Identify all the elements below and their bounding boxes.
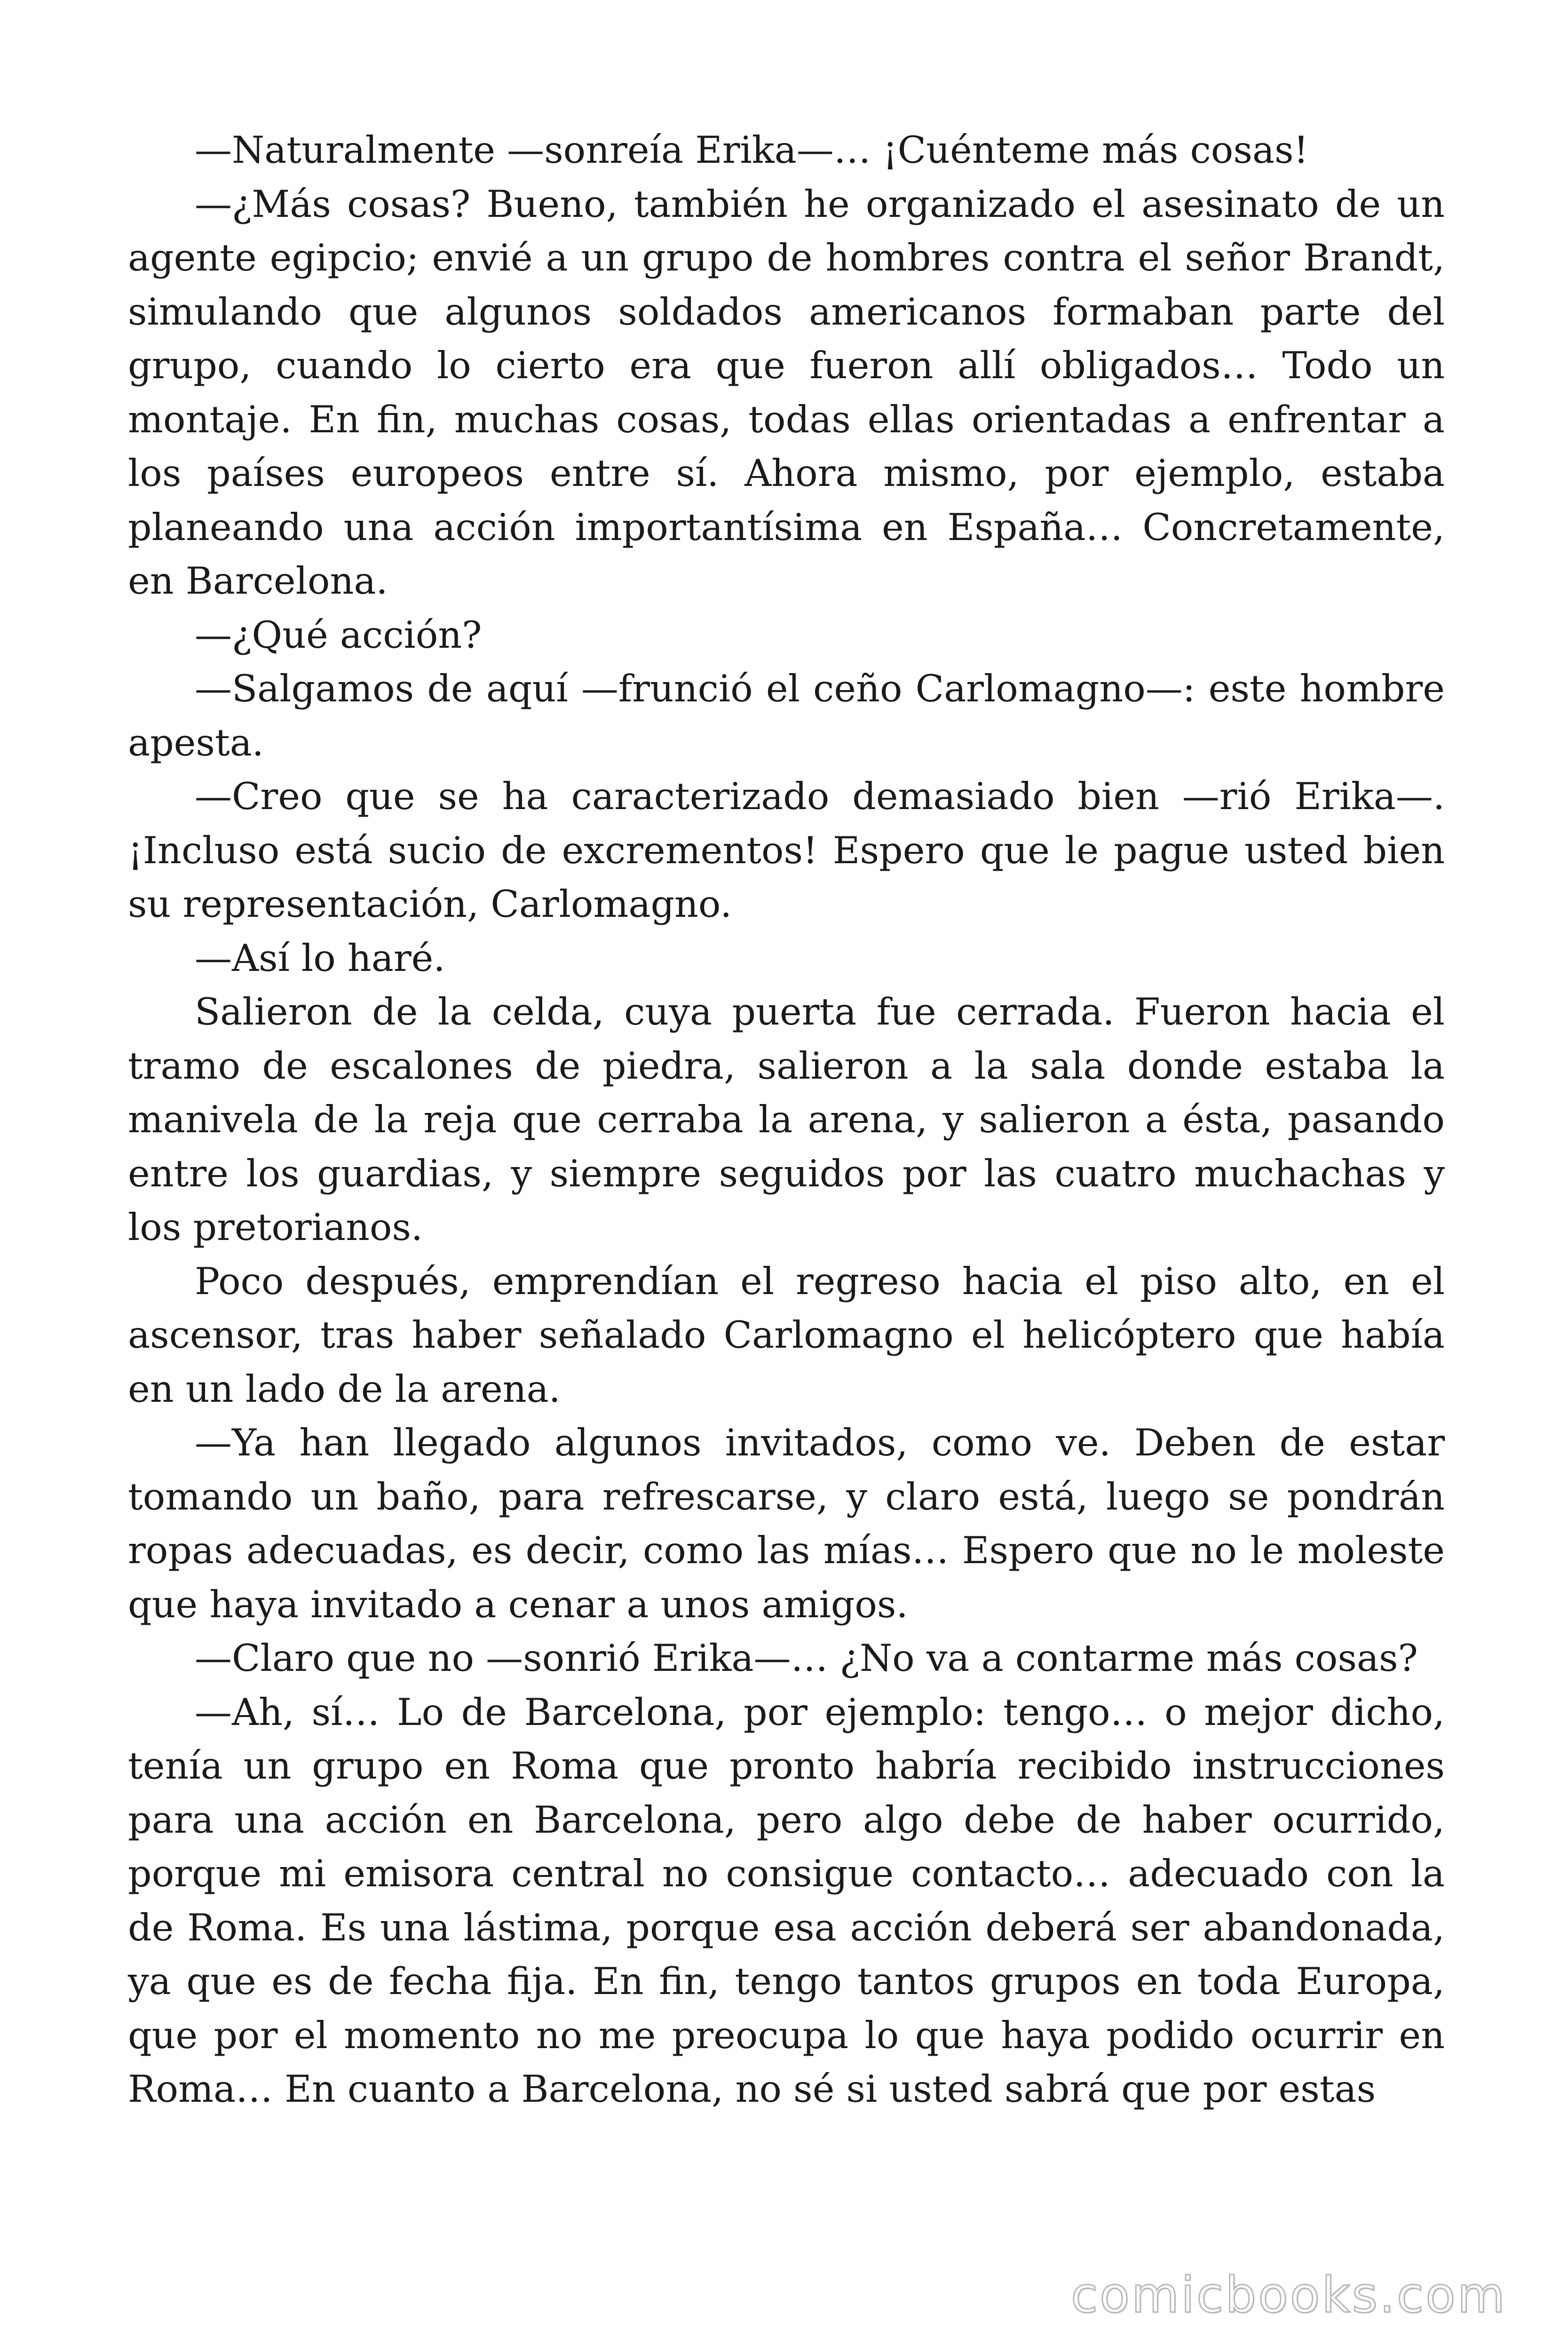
paragraph: —Claro que no —sonrió Erika—… ¿No va a contarme más cosas?: [195, 1637, 1418, 1680]
paragraph: —Así lo haré.: [195, 936, 445, 980]
paragraph: —¿Qué acción?: [195, 613, 482, 657]
paragraph: Salieron de la celda, cuya puerta fue cerrada. Fueron hacia el tramo de escalones de piedra, salieron a la sala donde estaba la manivela de la reja que cerraba la arena, y salieron a ésta, pasando entre los guardias, y siempre seguidos por las cuatro muchachas y los pretorianos.: [128, 990, 1445, 1249]
watermark: comicbooks.com: [1070, 2266, 1507, 2324]
paragraph: —¿Más cosas? Bueno, también he organizado el asesinato de un agente egipcio; envié a un grupo de hombres contra el señor Brandt, simulando que algunos soldados americanos formaban parte del grupo, cuando lo cierto era que fueron allí obligados… Todo un montaje. En fin, muchas cosas, todas ellas orientadas a enfrentar a los países europeos entre sí. Ahora mismo, por ejemplo, estaba planeando una acción importantísima en España… Concretamente, en Barcelona.: [128, 182, 1445, 603]
paragraph: Poco después, emprendían el regreso hacia el piso alto, en el ascensor, tras haber señalado Carlomagno el helicóptero que había en un lado de la arena.: [128, 1259, 1445, 1411]
body-text: [128, 123, 1445, 2116]
paragraph: —Ah, sí… Lo de Barcelona, por ejemplo: tengo… o mejor dicho, tenía un grupo en Roma que pronto habría recibido instrucciones para una acción en Barcelona, pero algo debe de haber ocurrido, porque mi emisora central no consigue contacto… adecuado con la de Roma. Es una lástima, porque esa acción deberá ser abandonada, ya que es de fecha fija. En fin, tengo tantos grupos en toda Europa, que por el momento no me preocupa lo que haya podido ocurrir en Roma… En cuanto a Barcelona, no sé si usted sabrá que por estas: [128, 1690, 1445, 2111]
paragraph: —Naturalmente —sonreía Erika—… ¡Cuénteme más cosas!: [195, 128, 1309, 172]
paragraph: —Salgamos de aquí —frunció el ceño Carlomagno—: este hombre apesta.: [128, 667, 1445, 764]
paragraph: —Ya han llegado algunos invitados, como ve. Deben de estar tomando un baño, para refrescarse, y claro está, luego se pondrán ropas adecuadas, es decir, como las mías… Espero que no le moleste que haya invitado a cenar a unos amigos.: [128, 1421, 1445, 1626]
paragraph: —Creo que se ha caracterizado demasiado bien —rió Erika—. ¡Incluso está sucio de excrementos! Espero que le pague usted bien su representación, Carlomagno.: [128, 775, 1445, 926]
